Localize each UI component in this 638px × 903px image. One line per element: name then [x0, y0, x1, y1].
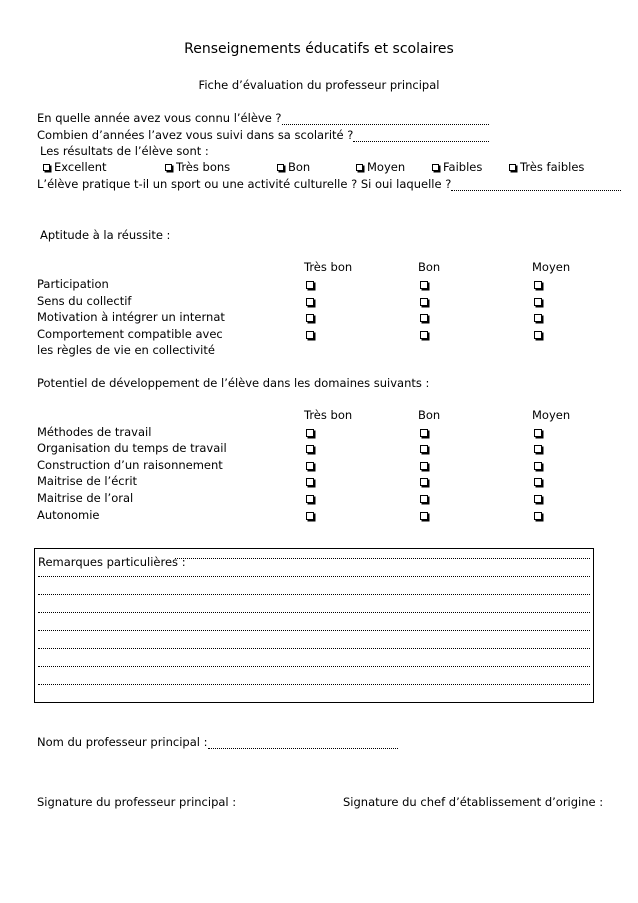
checkbox-icon[interactable] — [420, 331, 428, 339]
question-years-followed: Combien d’années l’avez vous suivi dans sa scolarité ? — [37, 130, 489, 142]
checkbox-icon[interactable] — [420, 462, 428, 470]
checkbox-icon[interactable] — [534, 298, 542, 306]
checkbox-icon[interactable] — [420, 298, 428, 306]
remarks-line[interactable] — [38, 630, 590, 631]
signature-head-label: Signature du chef d’établissement d’origine : — [343, 795, 604, 809]
answer-sport-culture-field[interactable] — [451, 181, 621, 191]
signature-teacher-label: Signature du professeur principal : — [37, 795, 237, 809]
potential-heading: Potentiel de développement de l’élève dans les domaines suivants : — [37, 376, 430, 390]
checkbox-icon[interactable] — [306, 298, 314, 306]
checkbox-icon[interactable] — [306, 331, 314, 339]
result-option-bon[interactable]: Bon — [277, 162, 310, 174]
page-subtitle: Fiche d’évaluation du professeur principal — [198, 78, 440, 92]
checkbox-icon[interactable] — [420, 445, 428, 453]
checkbox-icon[interactable] — [420, 429, 428, 437]
result-option-moyen[interactable]: Moyen — [356, 162, 405, 174]
checkbox-icon[interactable] — [356, 164, 363, 171]
question-year-known: En quelle année avez vous connu l’élève ? — [37, 113, 489, 125]
remarks-line[interactable] — [38, 612, 590, 613]
potential-row-label: Maitrise de l’écrit — [37, 474, 138, 488]
potential-row-label: Méthodes de travail — [37, 425, 152, 439]
checkbox-icon[interactable] — [306, 314, 314, 322]
checkbox-icon[interactable] — [534, 478, 542, 486]
result-option-excellent[interactable]: Excellent — [43, 162, 107, 174]
page-title: Renseignements éducatifs et scolaires — [184, 41, 454, 57]
checkbox-icon[interactable] — [43, 164, 50, 171]
question-results: Les résultats de l’élève sont : — [40, 144, 209, 158]
result-option-faibles[interactable]: Faibles — [432, 162, 482, 174]
remarks-label: Remarques particulières : — [38, 555, 186, 569]
remarks-line[interactable] — [175, 558, 590, 559]
aptitude-row-label: Comportement compatible avec — [37, 327, 223, 341]
checkbox-icon[interactable] — [432, 164, 439, 171]
checkbox-icon[interactable] — [165, 164, 172, 171]
checkbox-icon[interactable] — [306, 512, 314, 520]
potential-col-tres-bon: Très bon — [304, 408, 353, 422]
checkbox-icon[interactable] — [306, 281, 314, 289]
question-sport-culture: L’élève pratique t-il un sport ou une activité culturelle ? Si oui laquelle ? — [37, 179, 621, 191]
remarks-line[interactable] — [38, 648, 590, 649]
aptitude-row-label-continued: les règles de vie en collectivité — [37, 343, 215, 357]
checkbox-icon[interactable] — [306, 495, 314, 503]
checkbox-icon[interactable] — [277, 164, 284, 171]
checkbox-icon[interactable] — [420, 512, 428, 520]
checkbox-icon[interactable] — [534, 331, 542, 339]
checkbox-icon[interactable] — [534, 314, 542, 322]
teacher-name-field[interactable] — [208, 739, 398, 749]
potential-row-label: Construction d’un raisonnement — [37, 458, 223, 472]
checkbox-icon[interactable] — [306, 462, 314, 470]
remarks-box[interactable] — [34, 548, 594, 703]
checkbox-icon[interactable] — [534, 462, 542, 470]
result-option-tres-faibles[interactable]: Très faibles — [509, 162, 584, 174]
checkbox-icon[interactable] — [534, 512, 542, 520]
answer-years-followed-field[interactable] — [353, 132, 489, 142]
aptitude-col-moyen: Moyen — [532, 260, 571, 274]
aptitude-row-label: Motivation à intégrer un internat — [37, 310, 225, 324]
potential-row-label: Organisation du temps de travail — [37, 441, 227, 455]
remarks-line[interactable] — [38, 594, 590, 595]
checkbox-icon[interactable] — [420, 495, 428, 503]
checkbox-icon[interactable] — [420, 281, 428, 289]
aptitude-col-bon: Bon — [418, 260, 441, 274]
potential-col-bon: Bon — [418, 408, 441, 422]
checkbox-icon[interactable] — [306, 429, 314, 437]
checkbox-icon[interactable] — [534, 445, 542, 453]
remarks-line[interactable] — [38, 684, 590, 685]
checkbox-icon[interactable] — [509, 164, 516, 171]
result-option-tres-bons[interactable]: Très bons — [165, 162, 230, 174]
teacher-name-row: Nom du professeur principal : — [37, 737, 398, 749]
remarks-line[interactable] — [38, 576, 590, 577]
potential-col-moyen: Moyen — [532, 408, 571, 422]
potential-row-label: Maitrise de l’oral — [37, 491, 134, 505]
checkbox-icon[interactable] — [306, 478, 314, 486]
checkbox-icon[interactable] — [534, 281, 542, 289]
potential-row-label: Autonomie — [37, 508, 100, 522]
checkbox-icon[interactable] — [420, 314, 428, 322]
remarks-line[interactable] — [38, 666, 590, 667]
checkbox-icon[interactable] — [420, 478, 428, 486]
checkbox-icon[interactable] — [534, 495, 542, 503]
aptitude-row-label: Sens du collectif — [37, 294, 132, 308]
aptitude-col-tres-bon: Très bon — [304, 260, 353, 274]
answer-year-known-field[interactable] — [282, 115, 489, 125]
checkbox-icon[interactable] — [306, 445, 314, 453]
checkbox-icon[interactable] — [534, 429, 542, 437]
aptitude-row-label: Participation — [37, 277, 109, 291]
aptitude-heading: Aptitude à la réussite : — [40, 228, 171, 242]
